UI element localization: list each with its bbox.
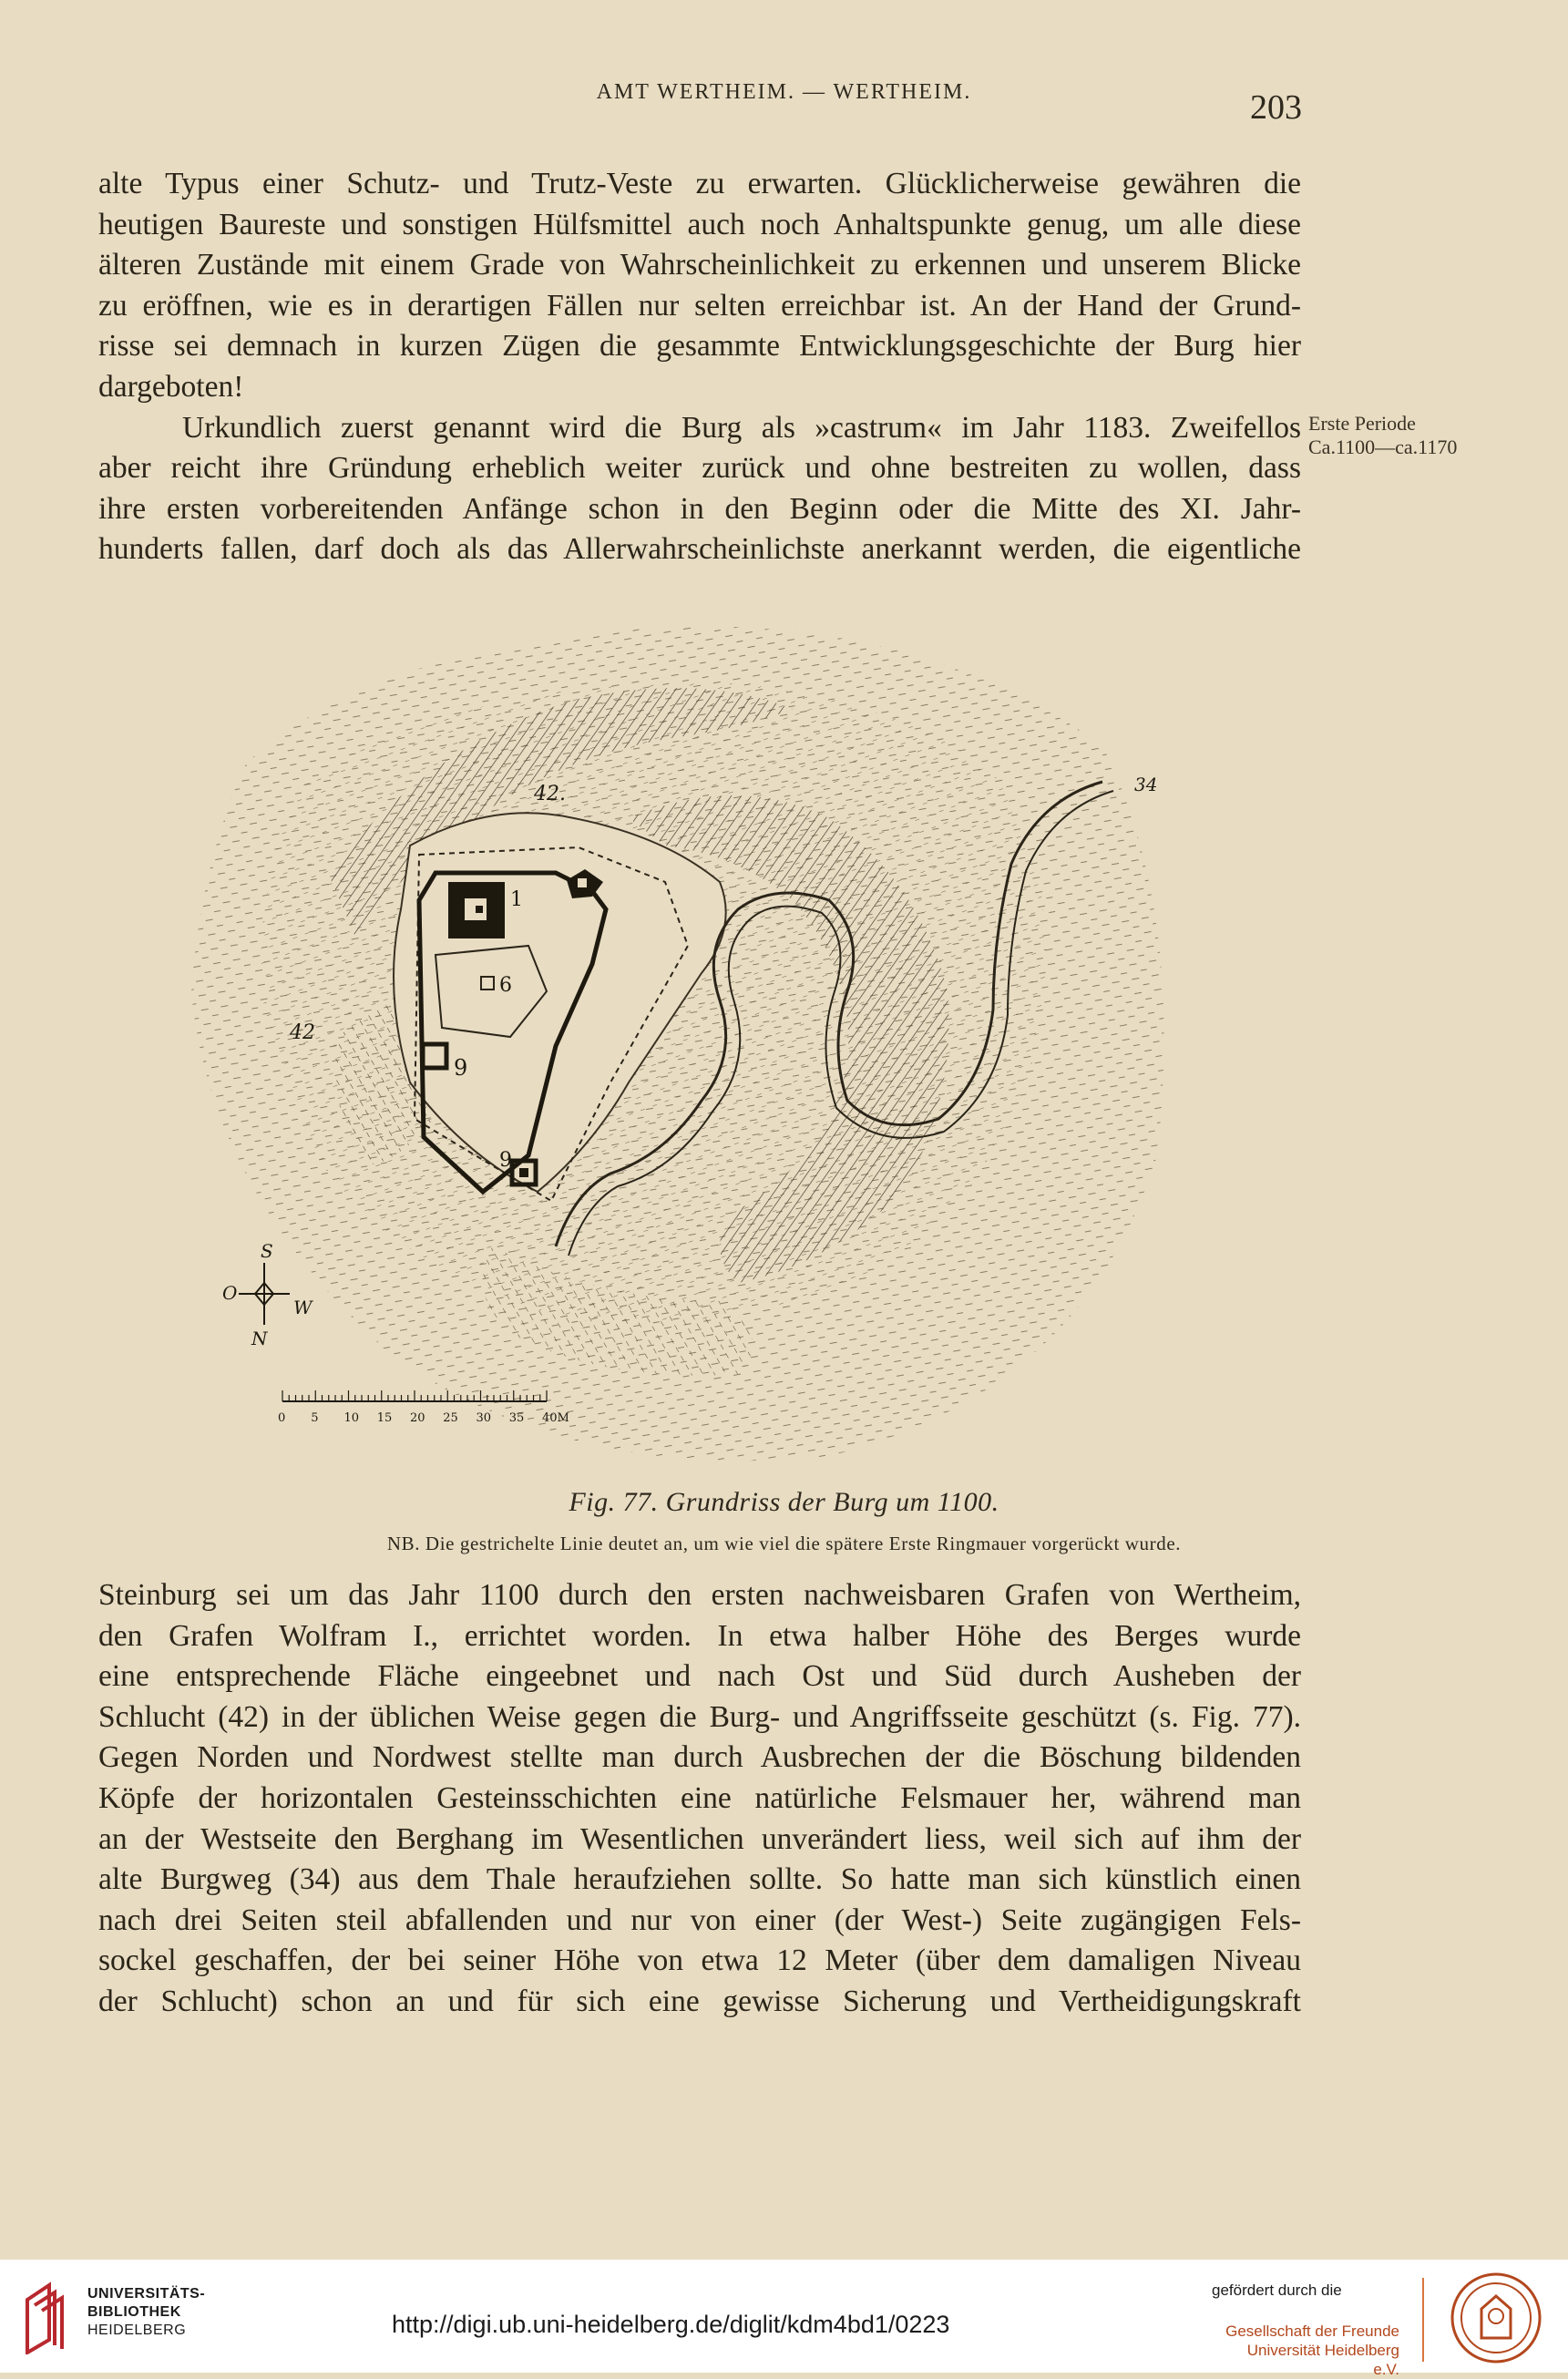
page-number: 203 [1250,88,1302,127]
text-line: an der Westseite den Berghang im Wesentlichen unverändert liess, weil sich auf ihm der [98,1821,1301,1856]
society-line-2: Universität Heidelberg e.V. [1246,2342,1399,2378]
margin-note-title: Erste Periode [1308,412,1416,435]
footer-divider [1422,2278,1424,2362]
text-line: Schlucht (42) in der üblichen Weise gegen die Burg- und Angriffsseite geschützt (s. Fig. 77). [98,1699,1301,1734]
text-line: nach drei Seiten steil abfallenden und nur von einer (der West-) Seite zugängigen Fels- [98,1902,1301,1937]
text-line: Steinburg sei um das Jahr 1100 durch den ersten nachweisbaren Grafen von Wertheim, [98,1578,1301,1612]
text-line: sockel geschaffen, der bei seiner Höhe von etwa 12 Meter (über dem damaligen Niveau [98,1943,1301,1978]
text-line: risse sei demnach in kurzen Zügen die gesammte Entwicklungsgeschichte der Burg hier [98,329,1301,364]
text-line: heutigen Baureste und sonstigen Hülfsmittel auch noch Anhaltspunkte genug, um alle diese [98,207,1301,241]
label-9-left: 9 [454,1055,468,1081]
library-line-3: HEIDELBERG [87,2323,187,2338]
text-line: älteren Zustände mit einem Grade von Wahrscheinlichkeit zu erkennen und unserem Blicke [98,248,1301,282]
library-line-2: BIBLIOTHEK [87,2304,181,2320]
text-line: der Schlucht) schon an und für sich eine gewisse Sicherung und Vertheidigungskraft [98,1984,1301,2018]
castle-plan-figure [191,609,1203,1483]
label-42-left: 42 [290,1021,315,1044]
compass-east: O [222,1282,238,1304]
scale-tick-label: 40M [542,1411,569,1425]
text-line: eine entsprechende Fläche eingeebnet und nach Ost und Süd durch Ausheben der [98,1659,1301,1694]
label-9-bottom: 9 [499,1149,512,1172]
text-line: aber reicht ihre Gründung erheblich weiter zurück und ohne bestreiten zu wollen, dass [98,451,1301,486]
funded-by-text: gefördert durch die [1212,2282,1342,2299]
scale-tick-label: 25 [443,1411,458,1425]
library-line-1: UNIVERSITÄTS- [87,2286,206,2302]
label-1: 1 [510,888,523,911]
text-line: Köpfe der horizontalen Gesteinsschichten eine natürliche Felsmauer her, während man [98,1780,1301,1815]
digitization-footer [0,2260,1568,2378]
scale-tick-label: 20 [410,1411,425,1425]
scale-tick-label: 15 [376,1411,393,1425]
scale-tick-label: 35 [508,1411,525,1425]
scale-tick-label: 0 [278,1411,286,1425]
university-seal-icon [1449,2271,1543,2365]
library-name [87,2285,205,2340]
paragraph-1 [98,164,1301,570]
compass-north: N [251,1328,268,1349]
figure-note: NB. Die gestrichelte Linie deutet an, um wie viel die spätere Erste Ringmauer vorgerückt wurde. [386,1533,1182,1554]
text-line: Urkundlich zuerst genannt wird die Burg als »castrum« im Jahr 1183. Zweifellos [182,410,1301,445]
running-header: AMT WERTHEIM. — WERTHEIM. [596,80,972,104]
text-line: zu eröffnen, wie es in derartigen Fällen nur selten erreichbar ist. An der Hand der Grund- [98,288,1301,323]
label-42-top: 42. [534,783,566,805]
figure-caption: Fig. 77. Grundriss der Burg um 1100. [569,1487,999,1517]
compass-west: W [293,1297,313,1318]
text-line: den Grafen Wolfram I., errichtet worden. In etwa halber Höhe des Berges wurde [98,1618,1301,1653]
scale-tick-label: 30 [476,1411,492,1425]
text-line: alte Typus einer Schutz- und Trutz-Veste zu erwarten. Glücklicherweise gewähren die [98,167,1301,200]
compass-south: S [261,1240,273,1262]
text-line: dargeboten! [98,369,244,404]
paragraph-2 [98,1575,1301,2023]
text-line: alte Burgweg (34) aus dem Thale heraufziehen sollte. So hatte man sich künstlich einen [98,1862,1301,1897]
scale-tick-label: 10 [343,1411,360,1425]
permalink-url[interactable]: http://digi.ub.uni-heidelberg.de/diglit/kdm4bd1/0223 [392,2311,950,2338]
scale-tick-label: 5 [311,1411,319,1425]
label-34: 34 [1134,774,1158,795]
margin-note-dates: Ca.1100—ca.1170 [1308,436,1458,458]
margin-note [1308,412,1491,459]
society-line-1: Gesellschaft der Freunde [1225,2323,1399,2340]
label-6: 6 [499,974,512,997]
text-line: ihre ersten vorbereitenden Anfänge schon in den Beginn oder die Mitte des XI. Jahr- [98,491,1301,526]
library-logo-icon [18,2282,77,2354]
castle-plan-drawing [191,609,1203,1483]
text-line: hunderts fallen, darf doch als das Allerwahrscheinlichste anerkannt werden, die eigentliche [98,532,1301,567]
society-name [1217,2322,1399,2379]
text-line: Gegen Norden und Nordwest stellte man durch Ausbrechen der die Böschung bildenden [98,1740,1301,1775]
